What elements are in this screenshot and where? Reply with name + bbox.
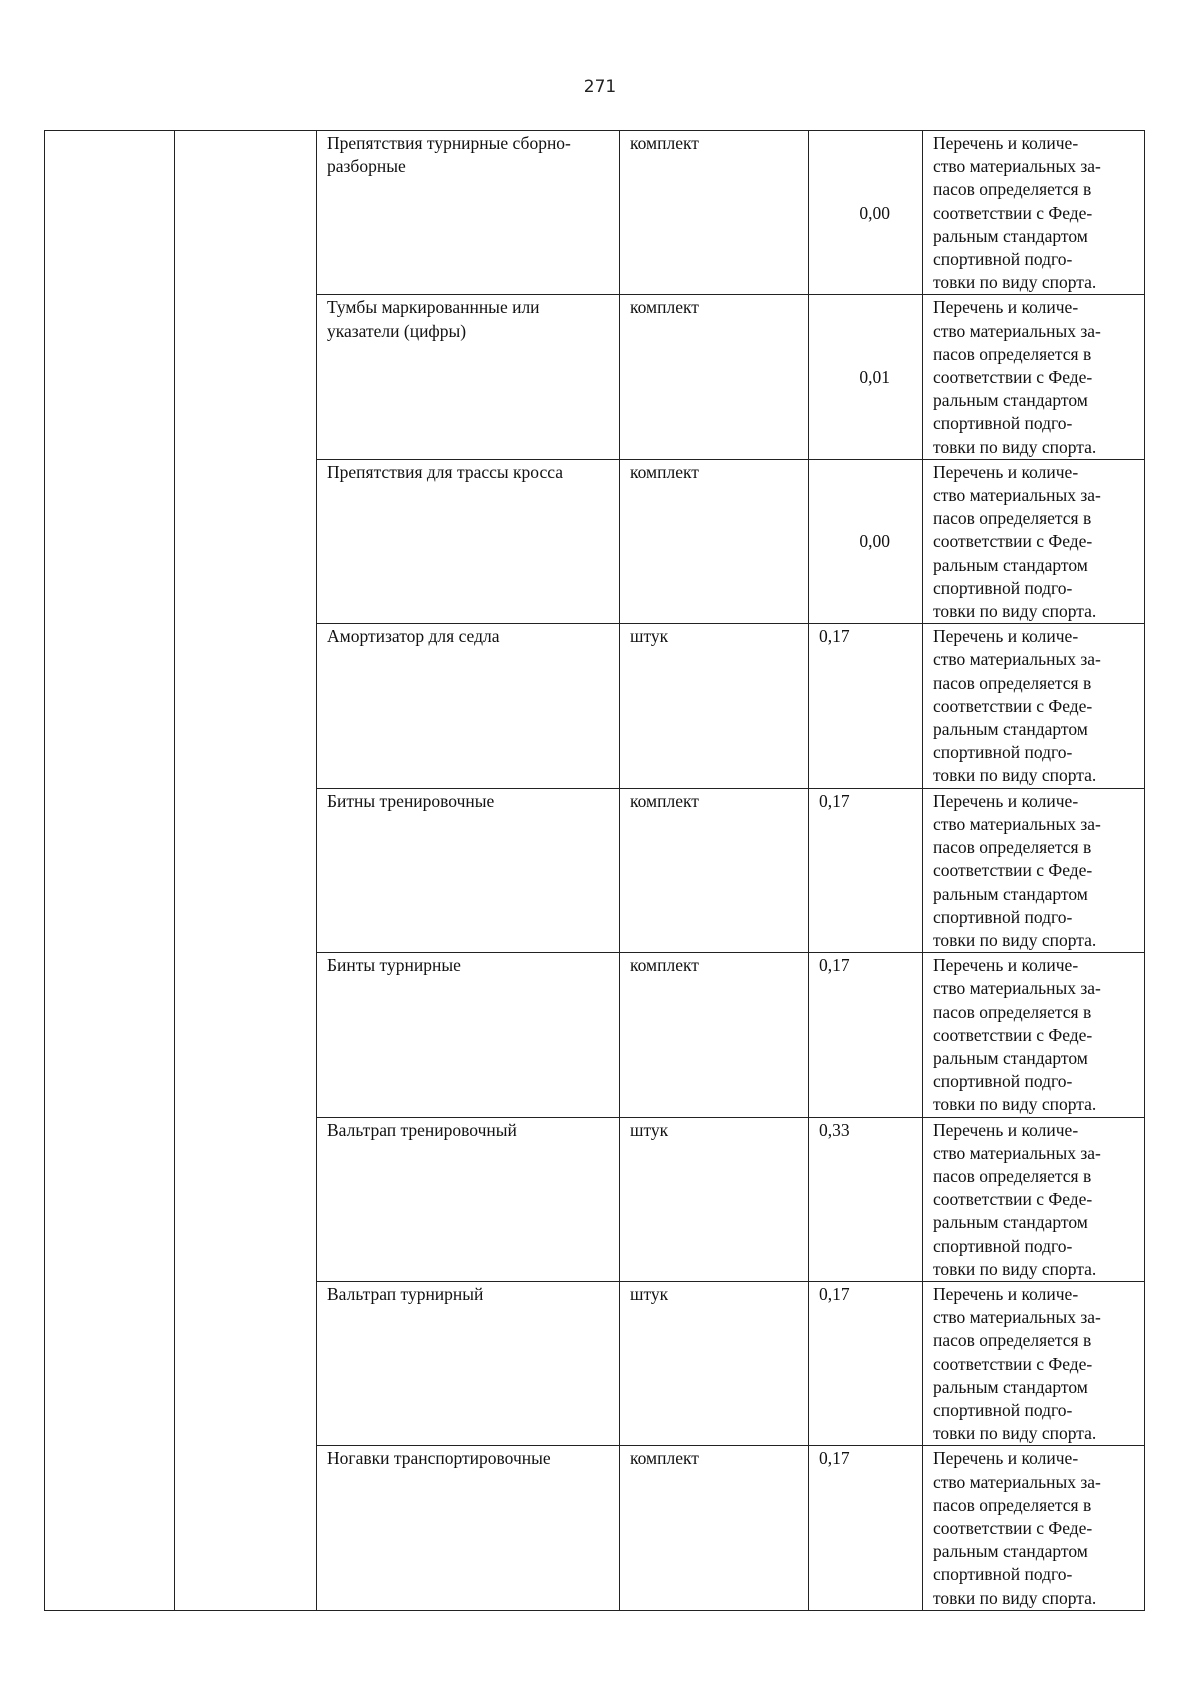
unit-cell: штук: [620, 1281, 809, 1445]
note-line: Перечень и количе-: [933, 626, 1079, 647]
table-row: [45, 131, 1145, 295]
quantity-cell: 0,00: [809, 131, 923, 295]
inventory-table: [44, 130, 1145, 1611]
note-line: спортивной подго-: [933, 1399, 1073, 1420]
note-line: пасов определяется в: [933, 672, 1092, 693]
item-name-cell: Препятствия для трассы кросса: [317, 459, 620, 623]
note-cell: [923, 131, 1145, 295]
note-line: соответствии с Феде-: [933, 1024, 1093, 1045]
page-number: 271: [583, 77, 617, 97]
quantity-cell: 0,17: [809, 624, 923, 788]
note-line: соответствии с Феде-: [933, 860, 1093, 881]
item-name-cell: Вальтрап тренировочный: [317, 1117, 620, 1281]
note-line: пасов определяется в: [933, 179, 1092, 200]
note-line: ральным стандартом: [933, 390, 1088, 411]
quantity-cell: 0,00: [809, 459, 923, 623]
quantity-cell: 0,17: [809, 953, 923, 1117]
note-line: соответствии с Феде-: [933, 1353, 1093, 1374]
table-body: [45, 131, 1145, 1611]
note-line: ральным стандартом: [933, 883, 1088, 904]
note-line: товки по виду спорта.: [933, 436, 1097, 457]
note-line: Перечень и количе-: [933, 133, 1079, 153]
note-line: Перечень и количе-: [933, 1448, 1079, 1469]
note-line: спортивной подго-: [933, 413, 1073, 434]
note-line: Перечень и количе-: [933, 461, 1079, 482]
unit-cell: комплект: [620, 953, 809, 1117]
quantity-cell: 0,17: [809, 788, 923, 952]
note-line: ство материальных за-: [933, 1471, 1101, 1492]
quantity-cell: 0,17: [809, 1281, 923, 1445]
note-line: пасов определяется в: [933, 508, 1092, 529]
note-cell: [923, 953, 1145, 1117]
note-cell: [923, 295, 1145, 459]
note-line: Перечень и количе-: [933, 297, 1079, 318]
note-line: товки по виду спорта.: [933, 929, 1097, 950]
note-cell: [923, 624, 1145, 788]
note-line: ральным стандартом: [933, 1541, 1088, 1562]
note-line: ство материальных за-: [933, 1142, 1101, 1163]
item-name-cell: Ногавки транспортировочные: [317, 1446, 620, 1610]
note-line: ство материальных за-: [933, 156, 1101, 177]
note-line: пасов определяется в: [933, 1330, 1092, 1351]
quantity-cell: 0,33: [809, 1117, 923, 1281]
note-line: ство материальных за-: [933, 978, 1101, 999]
note-line: товки по виду спорта.: [933, 1258, 1097, 1279]
note-line: соответствии с Феде-: [933, 695, 1093, 716]
note-line: ральным стандартом: [933, 1376, 1088, 1397]
note-line: товки по виду спорта.: [933, 1423, 1097, 1444]
note-line: пасов определяется в: [933, 837, 1092, 858]
note-line: спортивной подго-: [933, 1235, 1073, 1256]
note-line: пасов определяется в: [933, 1001, 1092, 1022]
note-line: Перечень и количе-: [933, 1283, 1079, 1304]
note-cell: [923, 1446, 1145, 1610]
note-cell: [923, 1281, 1145, 1445]
item-name-cell: Бинты турнирные: [317, 953, 620, 1117]
unit-cell: комплект: [620, 1446, 809, 1610]
note-line: спортивной подго-: [933, 249, 1073, 270]
note-line: спортивной подго-: [933, 906, 1073, 927]
note-line: спортивной подго-: [933, 577, 1073, 598]
note-line: ство материальных за-: [933, 1307, 1101, 1328]
note-line: ство материальных за-: [933, 320, 1101, 341]
unit-cell: штук: [620, 624, 809, 788]
note-line: ральным стандартом: [933, 225, 1088, 246]
item-name-cell: Тумбы маркированнные или указатели (цифры): [317, 295, 620, 459]
item-name-cell: Битны тренировочные: [317, 788, 620, 952]
note-line: соответствии с Феде-: [933, 1189, 1093, 1210]
note-line: ральным стандартом: [933, 1212, 1088, 1233]
note-line: Перечень и количе-: [933, 790, 1079, 811]
note-line: товки по виду спорта.: [933, 601, 1097, 622]
merged-empty-cell-2: [175, 131, 317, 1611]
item-name-cell: Амортизатор для седла: [317, 624, 620, 788]
note-line: ральным стандартом: [933, 1047, 1088, 1068]
note-line: соответствии с Феде-: [933, 531, 1093, 552]
note-line: спортивной подго-: [933, 1564, 1073, 1585]
note-line: товки по виду спорта.: [933, 1587, 1097, 1608]
note-line: спортивной подго-: [933, 742, 1073, 763]
note-cell: [923, 459, 1145, 623]
item-name-cell: Препятствия турнирные сборно-разборные: [317, 131, 620, 295]
unit-cell: комплект: [620, 788, 809, 952]
note-cell: [923, 788, 1145, 952]
note-line: соответствии с Феде-: [933, 367, 1093, 388]
unit-cell: штук: [620, 1117, 809, 1281]
quantity-cell: 0,17: [809, 1446, 923, 1610]
note-line: соответствии с Феде-: [933, 202, 1093, 223]
note-line: ство материальных за-: [933, 485, 1101, 506]
note-cell: [923, 1117, 1145, 1281]
note-line: Перечень и количе-: [933, 1119, 1079, 1140]
note-line: ство материальных за-: [933, 649, 1101, 670]
note-line: товки по виду спорта.: [933, 272, 1097, 293]
note-line: соответствии с Феде-: [933, 1517, 1093, 1538]
note-line: ральным стандартом: [933, 719, 1088, 740]
note-line: ство материальных за-: [933, 813, 1101, 834]
note-line: товки по виду спорта.: [933, 765, 1097, 786]
note-line: ральным стандартом: [933, 554, 1088, 575]
note-line: пасов определяется в: [933, 1165, 1092, 1186]
note-line: Перечень и количе-: [933, 955, 1079, 976]
merged-empty-cell-1: [45, 131, 175, 1611]
note-line: спортивной подго-: [933, 1071, 1073, 1092]
unit-cell: комплект: [620, 295, 809, 459]
note-line: пасов определяется в: [933, 1494, 1092, 1515]
unit-cell: комплект: [620, 131, 809, 295]
quantity-cell: 0,01: [809, 295, 923, 459]
unit-cell: комплект: [620, 459, 809, 623]
item-name-cell: Вальтрап турнирный: [317, 1281, 620, 1445]
note-line: товки по виду спорта.: [933, 1094, 1097, 1115]
note-line: пасов определяется в: [933, 343, 1092, 364]
